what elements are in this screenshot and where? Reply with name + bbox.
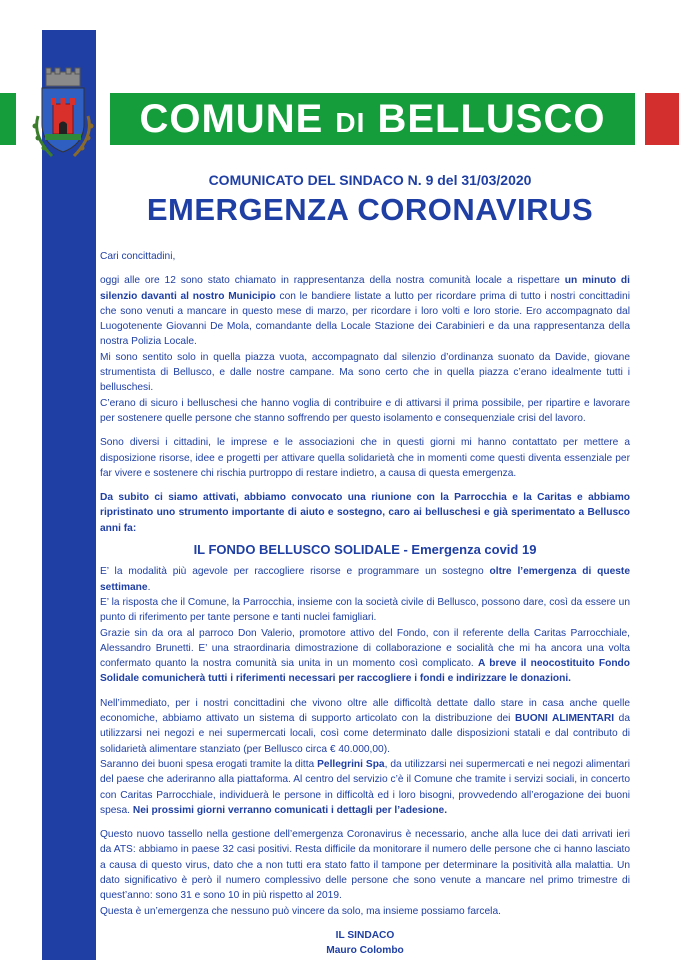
paragraph: Da subito ci siamo attivati, abbiamo convocato una riunione con la Parrocchia e la Caritas e abbiamo ripristinato uno strumento importante di aiuto e sostegno, caro ai belluschesi e già sperimentato a Bellusco anni fa: — [100, 492, 630, 534]
paragraph: Grazie sin da ora al parroco Don Valerio, promotore attivo del Fondo, con il referente della Caritas Parrocchiale, Alessandro Brunetti. E’ una straordinaria dimostrazione di collaborazione e socialità che mi ha ancora una volta confermato quanto la nostra comunità sia unita in un momento così complicato. A breve il neocostituito Fondo Solidale comunicherà tutti i riferimenti necessari per raccogliere i fondi e indirizzare le donazioni. — [100, 627, 630, 685]
signature-role: IL SINDACO — [335, 929, 395, 941]
greeting: Cari concittadini, — [100, 251, 176, 262]
vertical-blue-bar — [42, 30, 96, 960]
paragraph: Questo nuovo tassello nella gestione dell’emergenza Coronavirus è necessario, anche alla luce dei dati arrivati ieri da ATS: abbiamo in paese 32 casi positivi. Resta difficile da monitorare il numero delle persone che ci hanno lasciato a causa di questo virus, dato che a non tutti era stato fatto il tampone per determinare la positività alla malattia. Un dato significativo è però il numero complessivo delle persone che sono venute a mancare nel primo trimestre di quest’anno: sono 31 e sono 10 in più rispetto al 2019. — [100, 829, 630, 902]
fund-title: IL FONDO BELLUSCO SOLIDALE - Emergenza covid 19 — [193, 542, 537, 558]
notice-subtitle: COMUNICATO DEL SINDACO N. 9 del 31/03/2020 — [208, 172, 532, 188]
paragraph: Questa è un’emergenza che nessuno può vincere da solo, ma insieme possiamo farcela. — [100, 905, 501, 917]
municipality-title: COMUNE DI BELLUSCO — [139, 97, 606, 141]
signature-name: Mauro Colombo — [326, 945, 404, 957]
paragraph: E’ la risposta che il Comune, la Parrocchia, insieme con la società civile di Bellusco, possono dare, così da essere un punto di riferimento per tante persone e tanti nuclei famigliari. — [100, 596, 630, 624]
flag-white-stripe-right — [635, 93, 645, 145]
paragraph: oggi alle ore 12 sono stato chiamato in rappresentanza della nostra comunità locale a rispettare un minuto di silenzio davanti al nostro Municipio con le bandiere listate a lutto per ricordare prima di tutto i nostri concittadini che sono venuti a mancare in questo mese di marzo, per ricordare i loro volti e loro storie. Ero accompagnato dal Luogotenente Giovanni De Mola, comandante della Locale Stazione dei Carabinieri e da una rappresentanza della nostra Polizia Locale. — [100, 275, 630, 348]
paragraph: E’ la modalità più agevole per raccogliere risorse e programmare un sostegno oltre l’emergenza di queste settimane. — [100, 566, 630, 593]
page-title: EMERGENZA CORONAVIRUS — [146, 192, 594, 227]
paragraph: Nell’immediato, per i nostri concittadini che vivono oltre alle difficoltà dettate dallo stare in casa anche quelle economiche, abbiamo attivato un sistema di supporto articolato con la distribuzione dei BUONI ALIMENTARI da utilizzarsi nei negozi e nei supermercati locali, così come determinato dalle disposizioni statali e dal contributo di solidarietà alimentare stanziato (per Bellusco circa € 40.000,00). — [100, 697, 630, 755]
band-spacer — [96, 93, 110, 145]
paragraph: Sono diversi i cittadini, le imprese e le associazioni che in questi giorni mi hanno contattato per mettere a disposizione risorse, idee e progetti per attivare quella solidarietà che in momenti come questi diventa essenziale per far vivere e sostenere chi rischia purtroppo di restare indietro, a causa di questa emergenza. — [100, 437, 630, 479]
paragraph: C’erano di sicuro i belluschesi che hanno voglia di contribuire e di attivarsi il prima possibile, per ripartire e lavorare per sostenere quelle persone che stanno soffrendo per questo isolamento e consequenziale crisi del lavoro. — [100, 397, 630, 424]
flag-green-stripe — [0, 93, 16, 145]
flag-red-stripe — [645, 93, 679, 145]
header-band — [0, 93, 679, 145]
paragraph: Saranno dei buoni spesa erogati tramite la ditta Pellegrini Spa, da utilizzarsi nei supermercati e nei negozi alimentari del paese che aderiranno alla piattaforma. Al centro del servizio c’è il Comune che tramite i servizi sociali, in concerto con Caritas Parrocchiale, individuerà le persone in difficoltà ed i loro bisogni, provvedendo all’erogazione dei buoni spesa. Nei prossimi giorni verranno comunicati i dettagli per l’adesione. — [100, 758, 631, 816]
letter-body — [100, 249, 630, 958]
municipal-crest-icon — [28, 66, 98, 162]
paragraph: Mi sono sentito solo in quella piazza vuota, accompagnato dal silenzio d’ordinanza suonato da Davide, giovane strumentista di Bellusco, e dalle nostre campane. Ma sono certo che in quella piazza c’erano idealmente tutti i belluschesi. — [100, 351, 630, 394]
flag-white-stripe — [16, 93, 24, 145]
